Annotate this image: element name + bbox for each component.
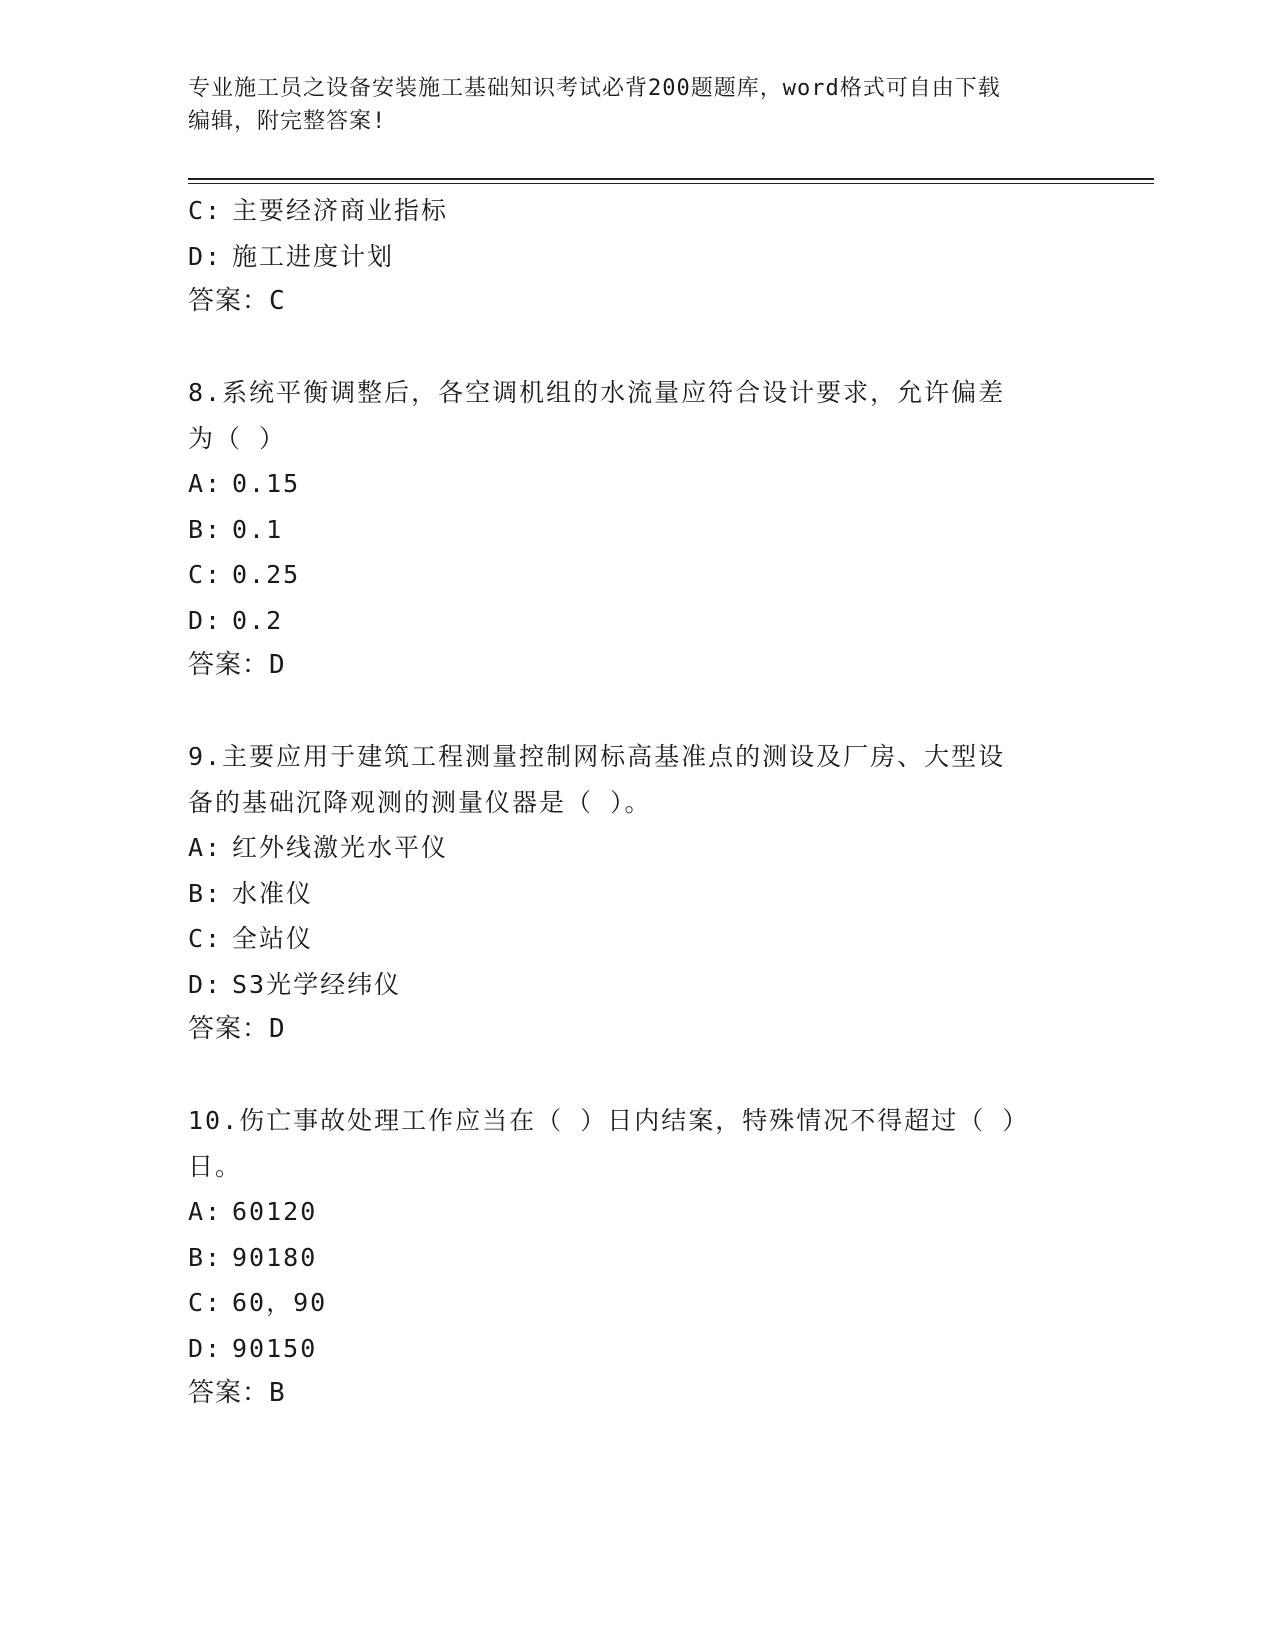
option-label: A:	[188, 1197, 223, 1226]
option-b	[188, 1235, 1068, 1281]
spacer	[188, 325, 1068, 371]
option-text: 施工进度计划	[232, 241, 395, 271]
header-divider-thin	[188, 183, 1154, 184]
option-a	[188, 825, 1068, 871]
option-label: C:	[188, 196, 223, 225]
header-line-1: 专业施工员之设备安装施工基础知识考试必背200题题库，word格式可自由下载	[188, 76, 1001, 101]
question-7-partial	[188, 188, 1068, 325]
option-label: B:	[188, 878, 223, 908]
spacer	[188, 689, 1068, 735]
option-label: C:	[188, 1288, 223, 1317]
question-text-line-2: 为（ ）	[188, 423, 287, 453]
option-label: D:	[188, 241, 223, 271]
header-divider-thick	[188, 178, 1154, 180]
option-text: S3光学经纬仪	[232, 969, 402, 999]
option-c	[188, 188, 1068, 234]
option-text: 90150	[232, 1333, 318, 1363]
option-label: D:	[188, 1333, 223, 1363]
option-label: C:	[188, 924, 223, 953]
document-header	[188, 72, 1068, 138]
option-text: 红外线激光水平仪	[232, 833, 449, 862]
question-list	[188, 188, 1068, 1417]
option-text: 0.2	[232, 605, 284, 635]
option-label: A:	[188, 469, 223, 498]
option-text: 60，90	[232, 1288, 328, 1317]
answer-line: 答案：D	[188, 1014, 286, 1044]
spacer	[188, 1053, 1068, 1099]
option-text: 水准仪	[232, 878, 314, 908]
option-c	[188, 1280, 1068, 1326]
option-a	[188, 1189, 1068, 1235]
option-text: 0.25	[232, 560, 301, 589]
option-text: 全站仪	[232, 924, 314, 953]
option-text: 90180	[232, 1242, 318, 1272]
option-text: 0.1	[232, 514, 284, 544]
option-d	[188, 598, 1068, 644]
question-8	[188, 370, 1068, 689]
option-text: 主要经济商业指标	[232, 196, 449, 225]
header-line-2: 编辑，附完整答案!	[188, 109, 387, 134]
option-label: C:	[188, 560, 223, 589]
option-c	[188, 916, 1068, 962]
question-text-line-1: 9.主要应用于建筑工程测量控制网标高基准点的测设及厂房、大型设	[188, 742, 1006, 771]
option-d	[188, 1326, 1068, 1372]
option-a	[188, 461, 1068, 507]
option-b	[188, 507, 1068, 553]
option-b	[188, 871, 1068, 917]
question-text-line-2: 日。	[188, 1151, 243, 1181]
option-label: B:	[188, 1242, 223, 1272]
question-9	[188, 734, 1068, 1053]
option-text: 60120	[232, 1197, 318, 1226]
answer-line: 答案：C	[188, 286, 286, 316]
option-d	[188, 234, 1068, 280]
option-c	[188, 552, 1068, 598]
answer-line: 答案：D	[188, 650, 286, 680]
option-label: B:	[188, 514, 223, 544]
question-text-line-1: 8.系统平衡调整后，各空调机组的水流量应符合设计要求，允许偏差	[188, 378, 1006, 407]
answer-line: 答案：B	[188, 1378, 286, 1408]
option-d	[188, 962, 1068, 1008]
option-label: D:	[188, 605, 223, 635]
option-text: 0.15	[232, 469, 301, 498]
option-label: A:	[188, 833, 223, 862]
option-label: D:	[188, 969, 223, 999]
question-text-line-2: 备的基础沉降观测的测量仪器是（ ）。	[188, 787, 652, 817]
question-10	[188, 1098, 1068, 1417]
question-text-line-1: 10.伤亡事故处理工作应当在（ ）日内结案，特殊情况不得超过（ ）	[188, 1106, 1030, 1135]
